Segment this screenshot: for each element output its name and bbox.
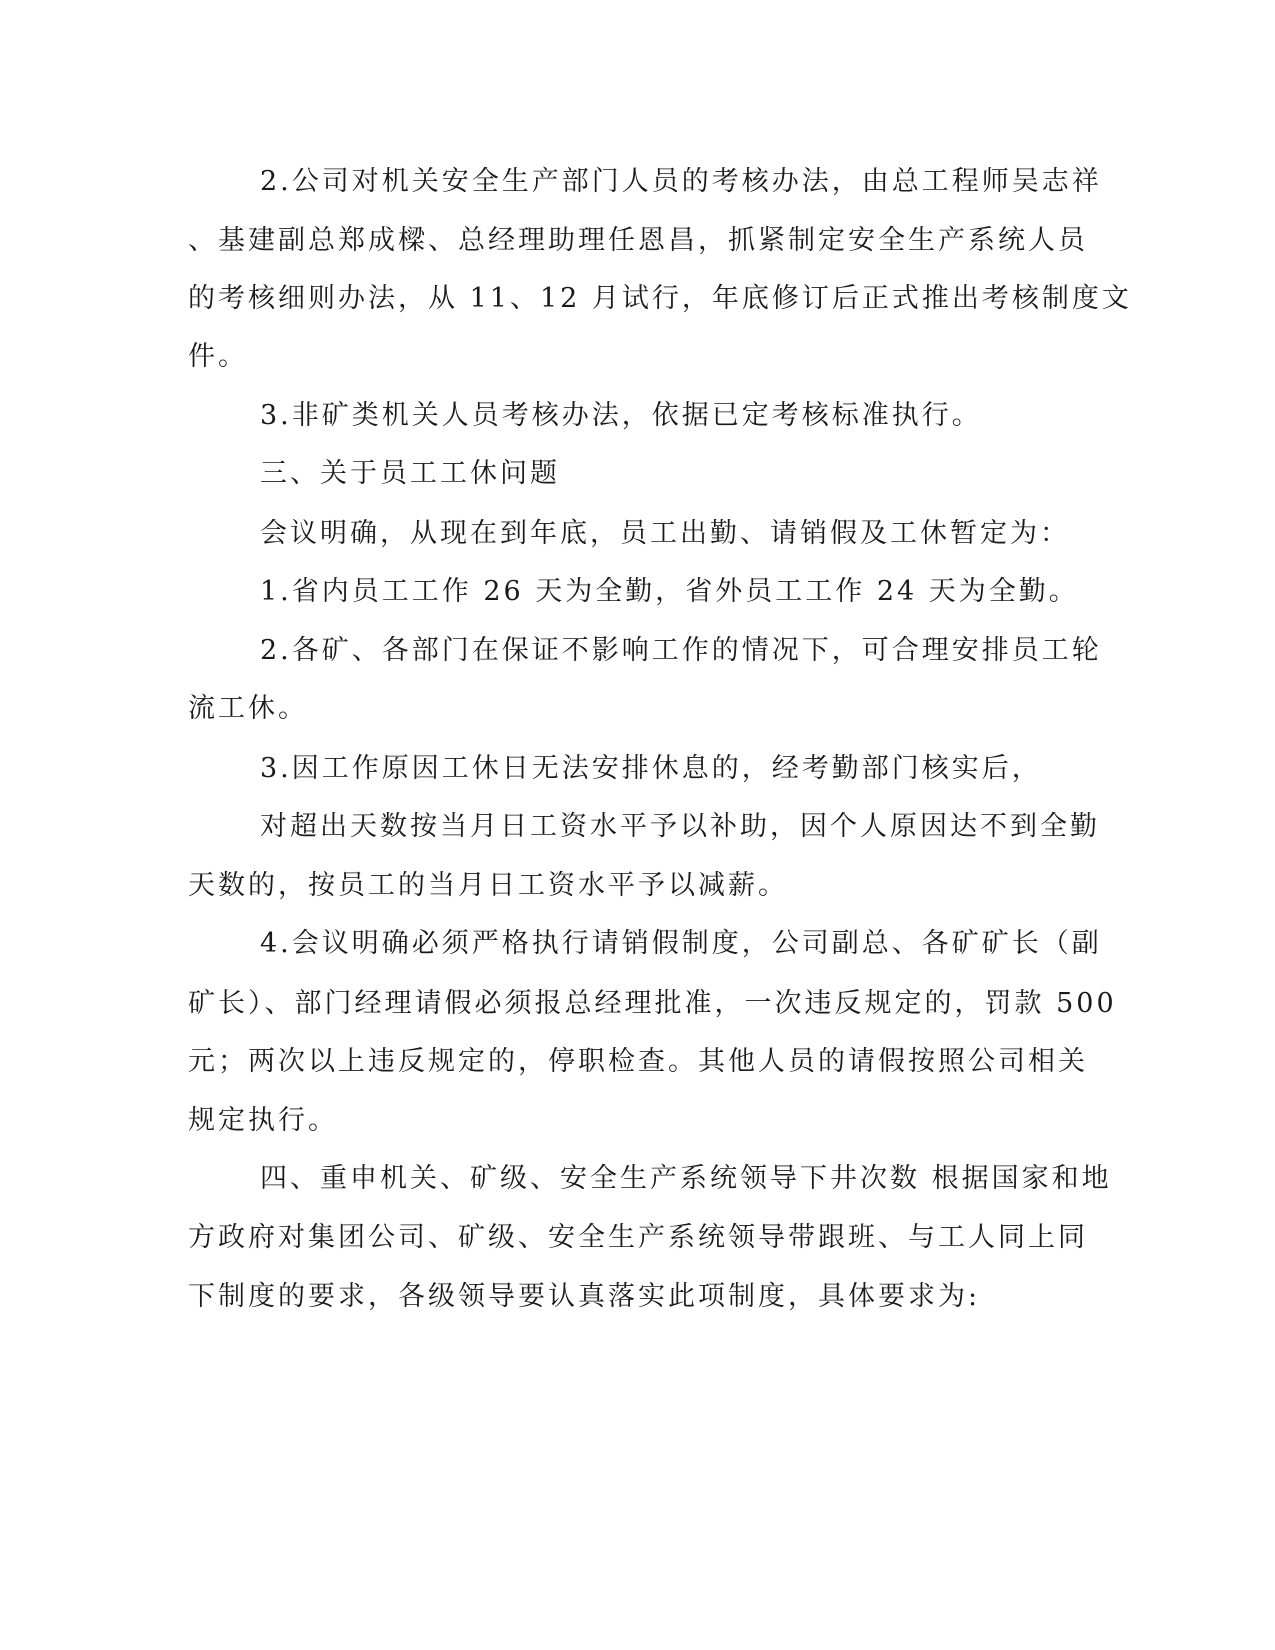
paragraph-line: 方政府对集团公司、矿级、安全生产系统领导带跟班、与工人同上同 <box>188 1222 1088 1253</box>
paragraph-line: 的考核细则办法，从 11、12 月试行，年底修订后正式推出考核制度文 <box>188 283 1132 314</box>
paragraph-line: 对超出天数按当月日工资水平予以补助，因个人原因达不到全勤 <box>260 811 1100 842</box>
paragraph-line: 会议明确，从现在到年底，员工出勤、请销假及工休暂定为： <box>260 518 1070 549</box>
paragraph-line: 件。 <box>188 341 248 372</box>
paragraph-line: 元；两次以上违反规定的，停职检查。其他人员的请假按照公司相关 <box>188 1046 1088 1077</box>
paragraph-line: 矿长）、部门经理请假必须报总经理批准，一次违反规定的，罚款 500 <box>188 988 1117 1019</box>
paragraph-line: 4.会议明确必须严格执行请销假制度，公司副总、各矿矿长（副 <box>260 928 1102 959</box>
paragraph-line: 1.省内员工工作 26 天为全勤，省外员工工作 24 天为全勤。 <box>260 576 1079 607</box>
paragraph-line: 3.因工作原因工休日无法安排休息的，经考勤部门核实后， <box>260 753 1042 784</box>
paragraph-line: 流工休。 <box>188 693 308 724</box>
section-heading: 三、关于员工工休问题 <box>260 458 560 489</box>
paragraph-line: 规定执行。 <box>188 1105 338 1136</box>
paragraph-line: 下制度的要求，各级领导要认真落实此项制度，具体要求为: <box>188 1281 981 1312</box>
section-heading: 四、重申机关、矿级、安全生产系统领导下井次数 根据国家和地 <box>260 1163 1112 1194</box>
paragraph-line: 3.非矿类机关人员考核办法，依据已定考核标准执行。 <box>260 400 982 431</box>
paragraph-line: 天数的，按员工的当月日工资水平予以减薪。 <box>188 870 788 901</box>
paragraph-line: 、基建副总郑成樑、总经理助理任恩昌，抓紧制定安全生产系统人员 <box>188 225 1088 256</box>
paragraph-line: 2.各矿、各部门在保证不影响工作的情况下，可合理安排员工轮 <box>260 635 1102 666</box>
paragraph-line: 2.公司对机关安全生产部门人员的考核办法，由总工程师吴志祥 <box>260 166 1102 197</box>
